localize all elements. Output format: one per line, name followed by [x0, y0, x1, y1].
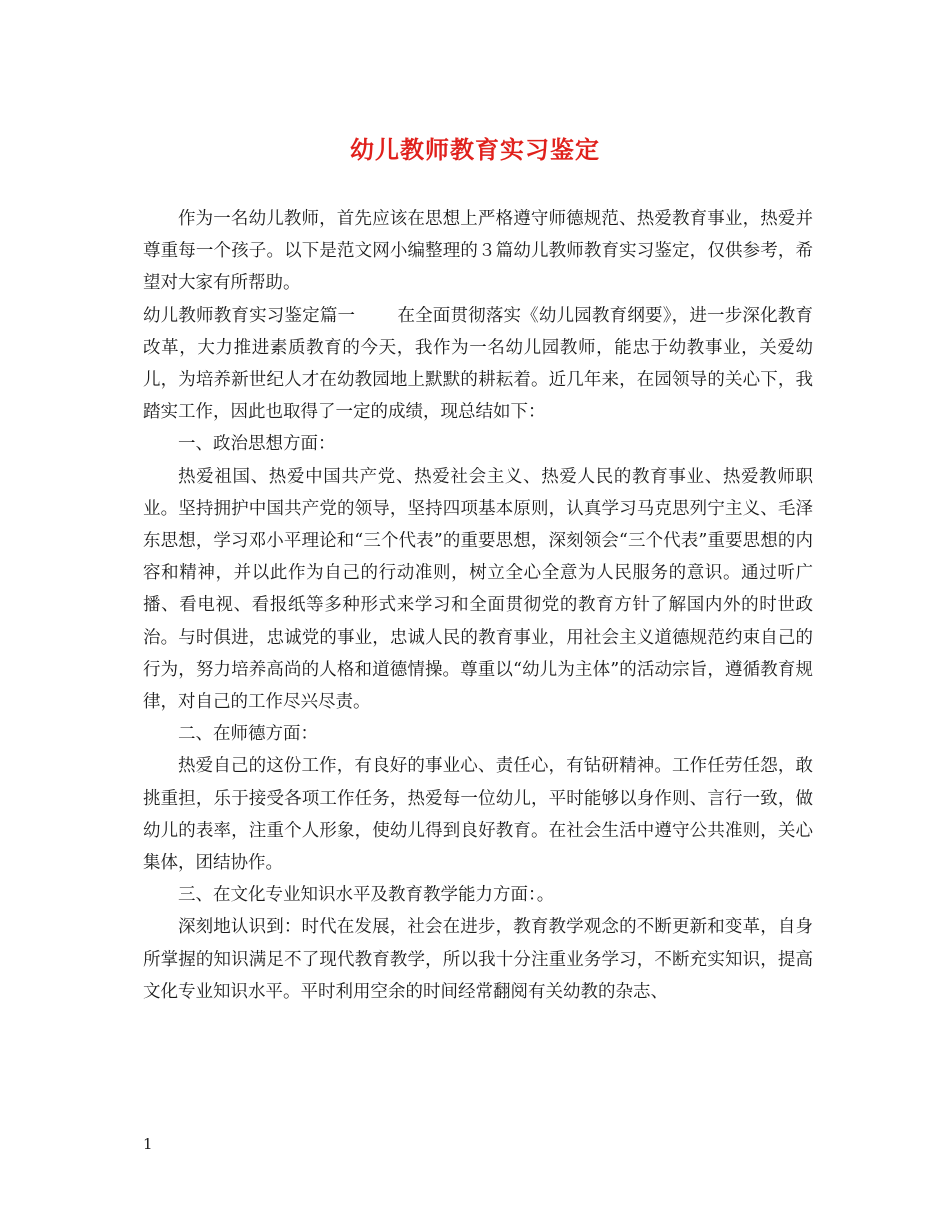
politics-heading: 一、政治思想方面：: [178, 434, 336, 455]
politics-paragraph: 热爱祖国、热爱中国共产党、热爱社会主义、热爱人民的教育事业、热爱教师职业。坚持拥护中国共产党的领导，坚持四项基本原则，认真学习马克思列宁主义、毛泽东思想，学习邓小平理论和“三个代表”的重要思想，深刻领会“三个代表”重要思想的内容和精神，并以此作为自己的行动准则，树立全心全意为人民服务的意识。通过听广播、看电视、看报纸等多种形式来学习和全面贯彻党的教育方针了解国内外的时世政治。与时俱进，忠诚党的事业，忠诚人民的教育事业，用社会主义道德规范约束自己的行为，努力培养高尚的人格和道德情操。尊重以“幼儿为主体”的活动宗旨，遵循教育规律，对自己的工作尽兴尽责。: [143, 466, 813, 713]
ethics-paragraph: 热爱自己的这份工作，有良好的事业心、责任心，有钻研精神。工作任劳任怨，敢挑重担，乐于接受各项工作任务，热爱每一位幼儿，平时能够以身作则、言行一致，做幼儿的表率，注重个人形象，使幼儿得到良好教育。在社会生活中遵守公共准则，关心集体，团结协作。: [143, 756, 813, 874]
intro-paragraph: 作为一名幼儿教师，首先应该在思想上严格遵守师德规范、热爱教育事业，热爱并尊重每一个孩子。以下是范文网小编整理的３篇幼儿教师教育实习鉴定，仅供参考，希望对大家有所帮助。: [143, 209, 813, 294]
page-number: 1: [143, 1135, 153, 1153]
knowledge-paragraph: 深刻地认识到：时代在发展，社会在进步，教育教学观念的不断更新和变革，自身所掌握的知识满足不了现代教育教学，所以我十分注重业务学习，不断充实知识，提高文化专业知识水平。平时利用空余的时间经常翻阅有关幼教的杂志、: [143, 917, 813, 1002]
section-one-paragraph: [143, 300, 813, 429]
section-one-text: 在全面贯彻落实《幼儿园教育纲要》，进一步深化教育改革，大力推进素质教育的今天，我作为一名幼儿园教师，能忠于幼教事业，关爱幼儿，为培养新世纪人才在幼教园地上默默的耕耘着。近几年来，在园领导的关心下，我踏实工作，因此也取得了一定的成绩，现总结如下：: [143, 305, 813, 423]
document-title: 幼儿教师教育实习鉴定: [350, 135, 600, 164]
ethics-heading: 二、在师德方面：: [178, 724, 318, 745]
document-body: [143, 203, 813, 1008]
knowledge-heading: 三、在文化专业知识水平及教育教学能力方面：。: [178, 885, 555, 906]
section-one-heading: 幼儿教师教育实习鉴定篇一: [143, 305, 356, 326]
